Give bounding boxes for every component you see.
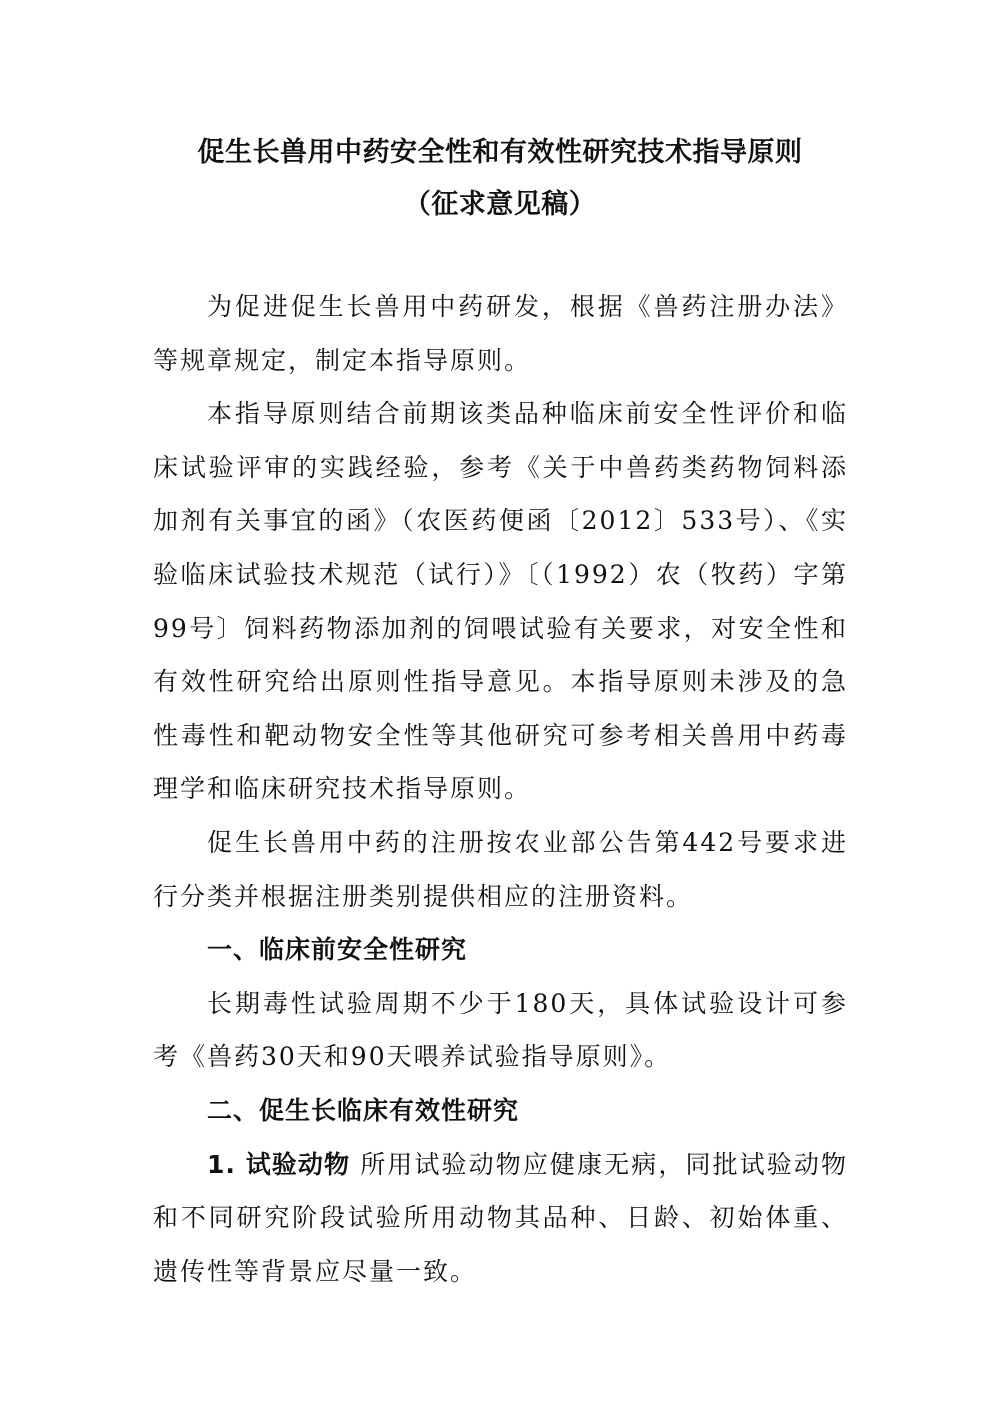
document-title: 促生长兽用中药安全性和有效性研究技术指导原则 bbox=[197, 137, 803, 168]
item-label-test-animals: 1. 试验动物 bbox=[207, 1149, 351, 1179]
document-subtitle: （征求意见稿） bbox=[403, 189, 597, 220]
paragraph-basis: 本指导原则结合前期该类品种临床前安全性评价和临床试验评审的实践经验，参考《关于中兽药类药物饲料添加剂有关事宜的函》（农医药便函〔2012〕533号）、《实验临床试验技术规范（试行）》〔（1992）农（牧药）字第99号〕饲料药物添加剂的饲喂试验有关要求，对安全性和有效性研究给出原则性指导意见。本指导原则未涉及的急性毒性和靶动物安全性等其他研究可参考相关兽用中药毒理学和临床研究技术指导原则。 bbox=[153, 399, 848, 804]
paragraph-test-animals bbox=[153, 1138, 848, 1299]
paragraph-intro: 为促进促生长兽用中药研发，根据《兽药注册办法》等规章规定，制定本指导原则。 bbox=[153, 292, 848, 375]
item-text-test-animals: 所用试验动物应健康无病，同批试验动物和不同研究阶段试验所用动物其品种、日龄、初始体重、遗传性等背景应尽量一致。 bbox=[153, 1149, 848, 1286]
section-heading-efficacy: 二、促生长临床有效性研究 bbox=[207, 1095, 520, 1125]
section-heading-preclinical: 一、临床前安全性研究 bbox=[207, 935, 468, 965]
document-body bbox=[153, 280, 848, 1298]
paragraph-registration: 促生长兽用中药的注册按农业部公告第442号要求进行分类并根据注册类别提供相应的注册资料。 bbox=[153, 827, 848, 911]
paragraph-long-term-toxicity: 长期毒性试验周期不少于180天，具体试验设计可参考《兽药30天和90天喂养试验指导原则》。 bbox=[153, 988, 848, 1072]
